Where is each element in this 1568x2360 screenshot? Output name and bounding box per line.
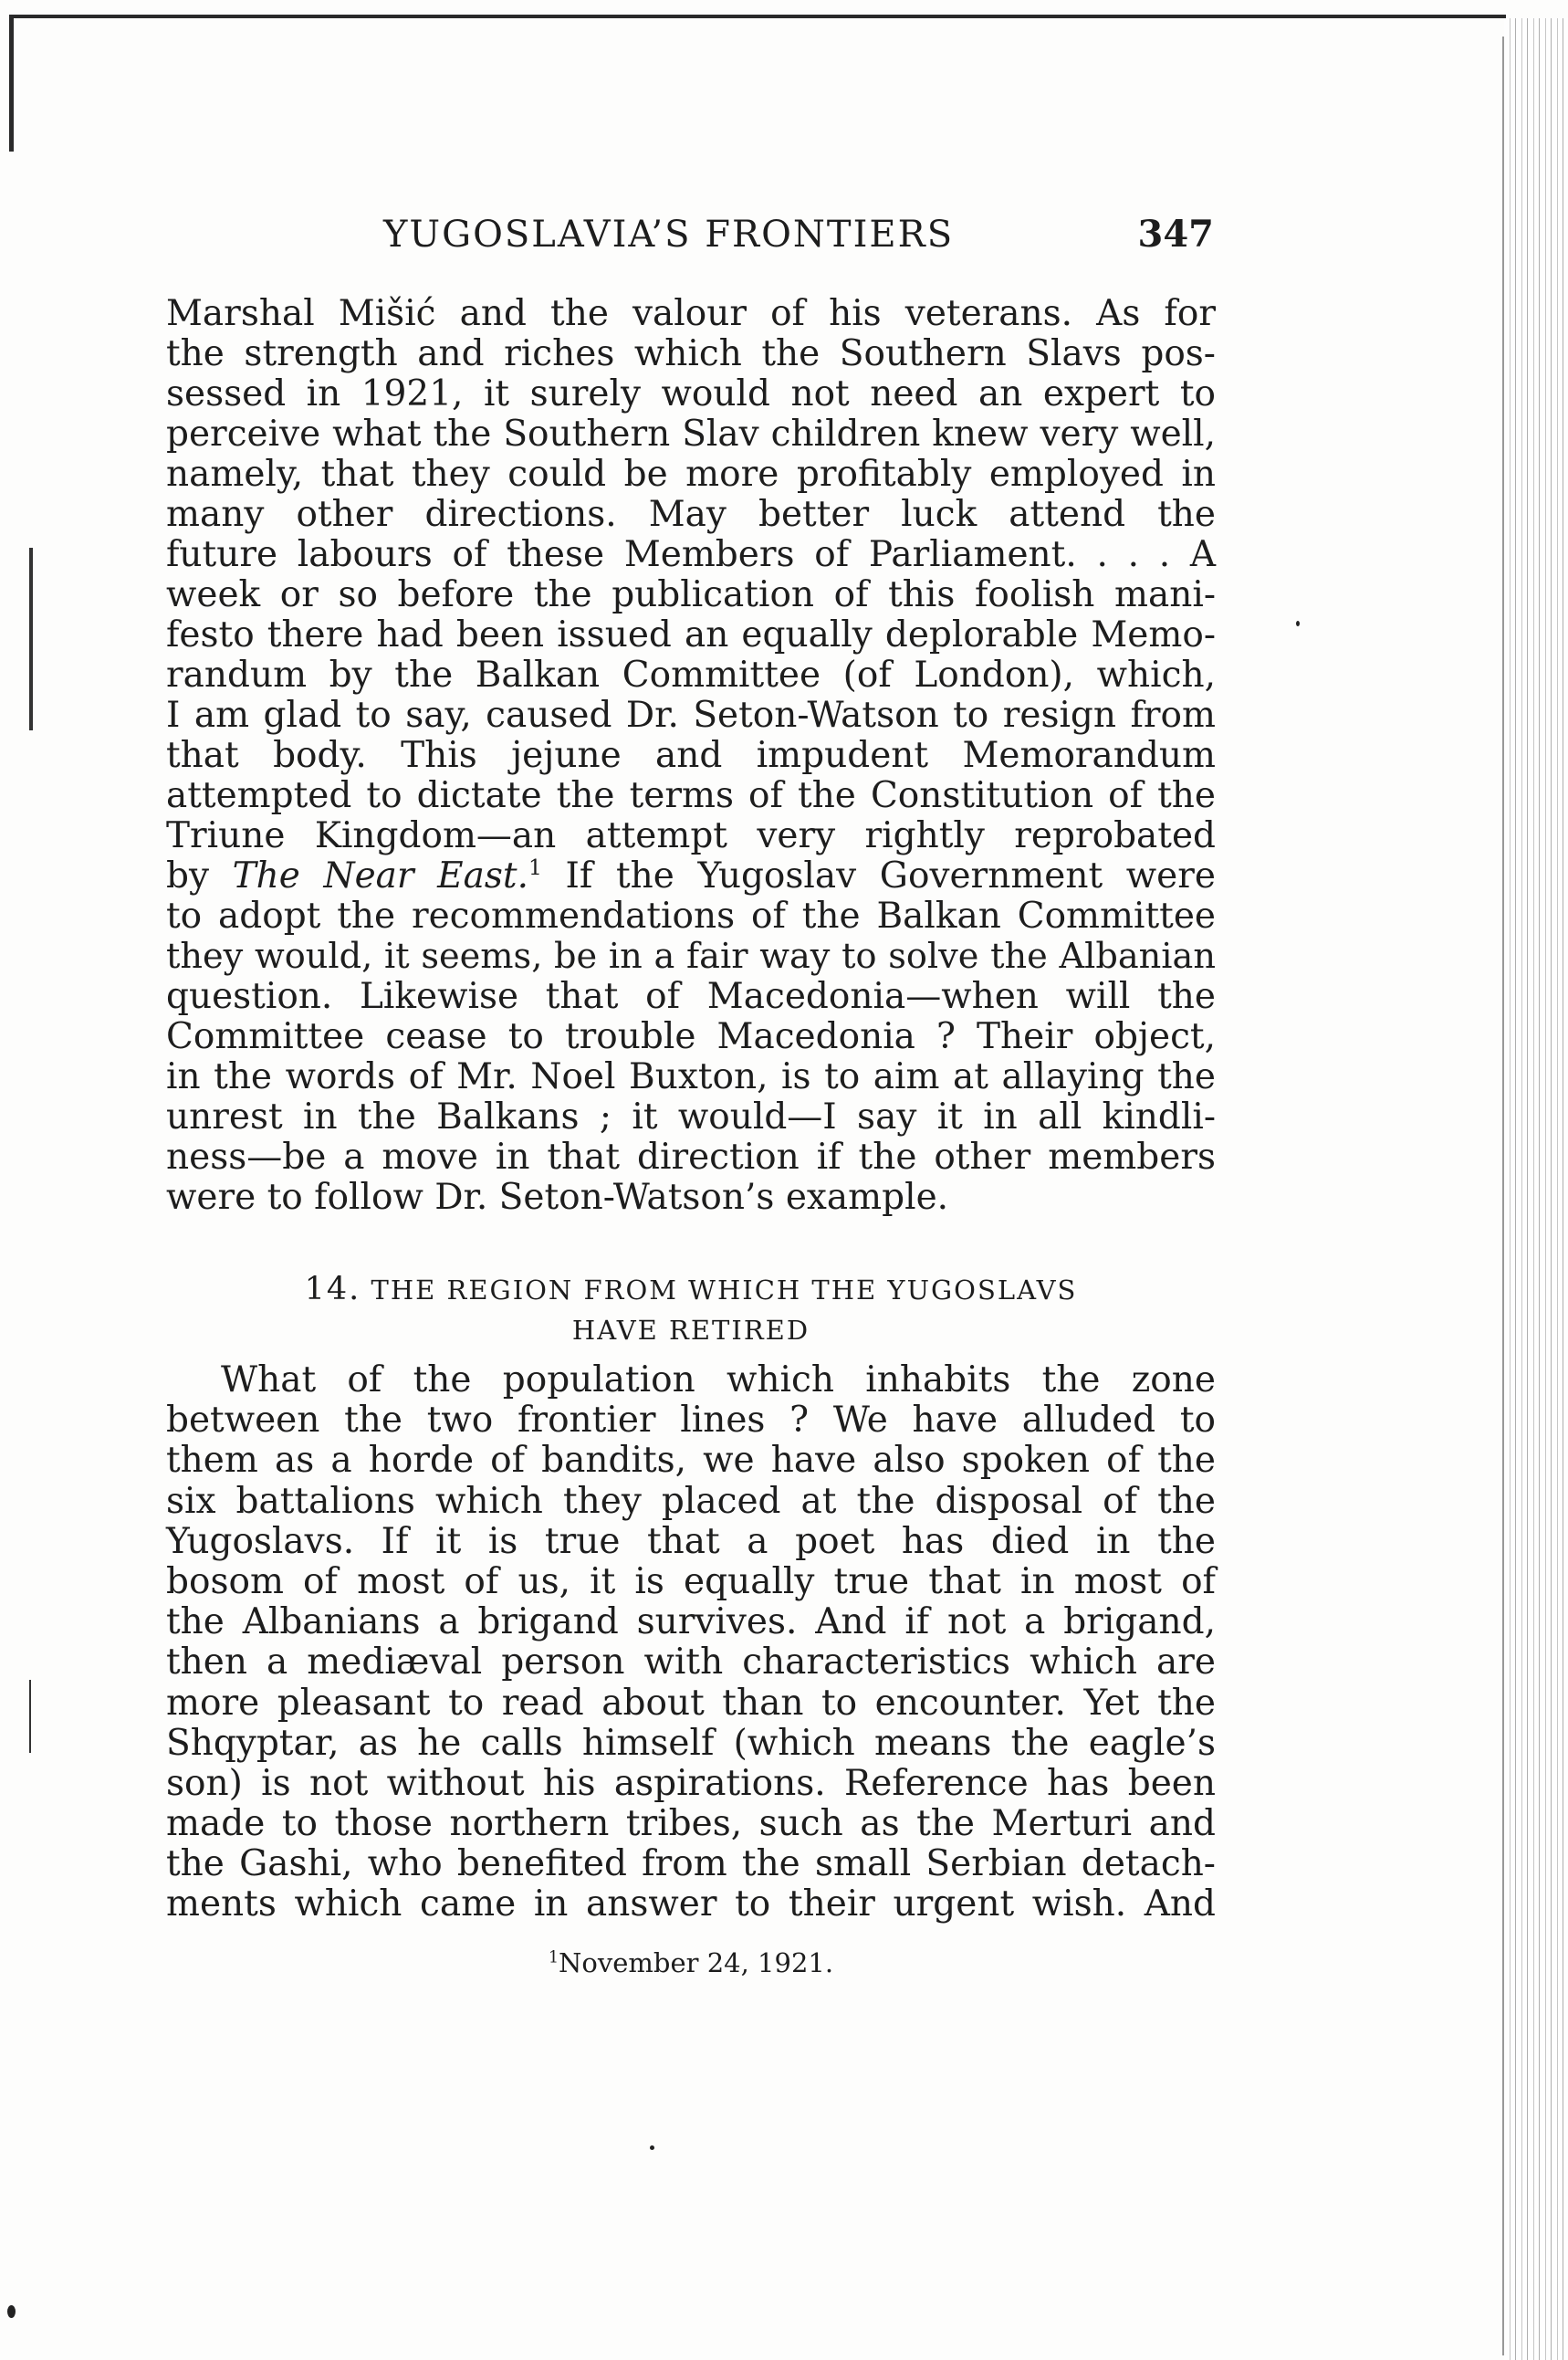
text-line: they would, it seems, be in a fair way to solve the Albanian bbox=[166, 936, 1216, 977]
section-heading-line: HAVE RETIRED bbox=[571, 1315, 810, 1346]
text-line: Committee cease to trouble Macedonia ? Their object, bbox=[166, 1016, 1216, 1057]
publication-title: The Near East. bbox=[232, 855, 528, 897]
text-line: What of the population which inhabits the zone bbox=[221, 1359, 1216, 1400]
text-line: Yugoslavs. If it is true that a poet has died in the bbox=[166, 1520, 1216, 1562]
footnote-text: November 24, 1921. bbox=[559, 1947, 834, 1978]
footnote-reference: 1 bbox=[528, 855, 542, 880]
text-line: Shqyptar, as he calls himself (which means the eagle’s bbox=[166, 1722, 1216, 1764]
text-line: were to follow Dr. Seton-Watson’s example. bbox=[166, 1177, 949, 1218]
text-line: then a mediæval person with characteristics which are bbox=[166, 1642, 1216, 1683]
text-fragment: by bbox=[166, 855, 233, 897]
text-fragment: If the Yugoslav Government were bbox=[565, 855, 1216, 897]
text-line-with-footnote-ref bbox=[166, 856, 1216, 897]
text-line: bosom of most of us, it is equally true that in most of bbox=[166, 1560, 1216, 1602]
footnote bbox=[166, 1945, 1216, 1981]
text-line: perceive what the Southern Slav children knew very well, bbox=[166, 414, 1216, 455]
page-number: 347 bbox=[1137, 213, 1214, 256]
text-line: six battalions which they placed at the disposal of the bbox=[166, 1480, 1216, 1522]
scan-speck bbox=[1296, 621, 1300, 626]
scan-speck bbox=[650, 2145, 654, 2150]
text-line: randum by the Balkan Committee (of London), which, bbox=[166, 655, 1216, 696]
section-heading-line bbox=[166, 1269, 1216, 1310]
running-title: YUGOSLAVIA’S FRONTIERS bbox=[383, 214, 955, 256]
running-head bbox=[164, 212, 1214, 257]
text-line: Marshal Mišić and the valour of his veterans. As for bbox=[166, 293, 1216, 334]
text-line: them as a horde of bandits, we have also spoken of the bbox=[166, 1440, 1216, 1482]
text-line: unrest in the Balkans ; it would—I say it in all kindli- bbox=[166, 1096, 1216, 1138]
text-line: many other directions. May better luck attend the bbox=[166, 494, 1216, 535]
paragraph-body bbox=[166, 1360, 1216, 1925]
text-line: festo there had been issued an equally deplorable Memo- bbox=[166, 614, 1216, 656]
text-line: made to those northern tribes, such as the Merturi and bbox=[166, 1803, 1216, 1845]
text-line: more pleasant to read about than to encounter. Yet the bbox=[166, 1682, 1216, 1724]
text-line: namely, that they could be more profitably employed in bbox=[166, 454, 1216, 495]
page-stack-edge bbox=[1504, 18, 1568, 2360]
text-line: to adopt the recommendations of the Balkan Committee bbox=[166, 896, 1216, 937]
text-line: future labours of these Members of Parliament. . . . A bbox=[166, 534, 1216, 575]
text-line: question. Likewise that of Macedonia—when will the bbox=[166, 976, 1216, 1017]
text-line: between the two frontier lines ? We have alluded to bbox=[166, 1400, 1216, 1442]
text-line: sessed in 1921, it surely would not need an expert to bbox=[166, 373, 1216, 414]
text-line: Triune Kingdom—an attempt very rightly reprobated bbox=[166, 815, 1216, 856]
scan-border-top bbox=[9, 15, 1506, 18]
text-line: ness—be a move in that direction if the other members bbox=[166, 1137, 1216, 1178]
text-line: the Albanians a brigand survives. And if not a brigand, bbox=[166, 1601, 1216, 1643]
text-line: son) is not without his aspirations. Reference has been bbox=[166, 1762, 1216, 1804]
text-line: the Gashi, who benefited from the small Serbian detach- bbox=[166, 1843, 1216, 1885]
section-title-part: THE REGION FROM WHICH THE YUGOSLAVS bbox=[371, 1274, 1078, 1306]
text-line: in the words of Mr. Noel Buxton, is to aim at allaying the bbox=[166, 1056, 1216, 1097]
section-heading bbox=[166, 1269, 1216, 1350]
text-line: the strength and riches which the Southern Slavs pos- bbox=[166, 333, 1216, 374]
section-number: 14. bbox=[304, 1271, 361, 1307]
text-line: attempted to dictate the terms of the Constitution of the bbox=[166, 775, 1216, 816]
text-line: week or so before the publication of this foolish mani- bbox=[166, 574, 1216, 615]
paragraph-continuation bbox=[166, 294, 1216, 1218]
scan-margin-mark bbox=[29, 548, 33, 730]
text-line: I am glad to say, caused Dr. Seton-Watson to resign from bbox=[166, 695, 1216, 736]
text-line: that body. This jejune and impudent Memorandum bbox=[166, 735, 1216, 776]
scan-border-left bbox=[9, 15, 14, 152]
footnote-mark: 1 bbox=[548, 1948, 559, 1967]
scan-speck bbox=[7, 2305, 16, 2318]
text-line: ments which came in answer to their urgent wish. And bbox=[166, 1883, 1216, 1925]
scan-margin-mark bbox=[29, 1680, 31, 1753]
